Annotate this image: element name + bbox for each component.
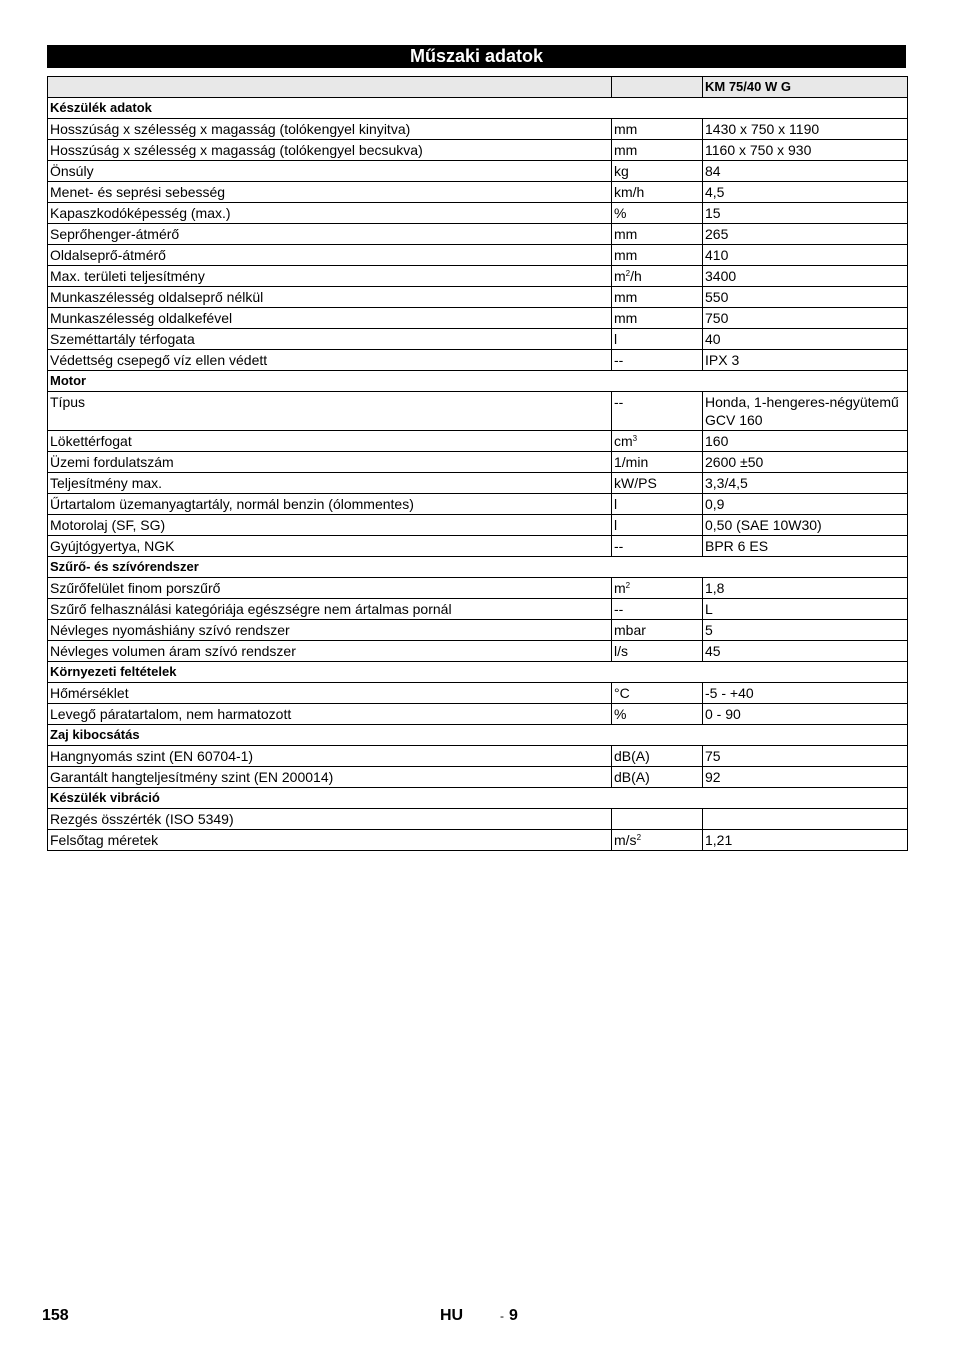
row-unit — [612, 431, 703, 452]
value-line: 1430 x 750 x 1190 — [705, 121, 820, 137]
row-unit — [612, 287, 703, 308]
row-label: Menet- és seprési sebesség — [48, 182, 612, 203]
unit-superscript: 2 — [625, 581, 631, 590]
row-unit — [612, 245, 703, 266]
value-line-2: GCV 160 — [705, 412, 763, 428]
unit-text: 1/min — [614, 454, 649, 470]
table-row — [48, 308, 908, 329]
table-row — [48, 224, 908, 245]
row-value — [703, 161, 908, 182]
header-unit-cell — [612, 77, 703, 98]
value-line: BPR 6 ES — [705, 538, 769, 554]
value-line: 1,21 — [705, 832, 733, 848]
row-value — [703, 704, 908, 725]
value-line: 410 — [705, 247, 729, 263]
unit-text: m/s — [614, 832, 637, 848]
row-value — [703, 620, 908, 641]
section-title: Készülék vibráció — [48, 788, 908, 809]
row-value — [703, 392, 908, 431]
table-row — [48, 266, 908, 287]
section-row — [48, 788, 908, 809]
row-label: Hangnyomás szint (EN 60704-1) — [48, 746, 612, 767]
row-value — [703, 494, 908, 515]
unit-text: % — [614, 205, 627, 221]
value-line: 1160 x 750 x 930 — [705, 142, 812, 158]
row-value — [703, 599, 908, 620]
unit-text: -- — [614, 394, 624, 410]
row-value — [703, 266, 908, 287]
row-unit — [612, 203, 703, 224]
unit-text: m — [614, 268, 626, 284]
unit-superscript: 3 — [632, 434, 638, 443]
row-value — [703, 809, 908, 830]
row-value — [703, 203, 908, 224]
row-unit — [612, 350, 703, 371]
unit-text: mm — [614, 142, 638, 158]
row-label: Névleges volumen áram szívó rendszer — [48, 641, 612, 662]
row-unit — [612, 452, 703, 473]
row-unit — [612, 329, 703, 350]
table-row — [48, 599, 908, 620]
unit-text: mm — [614, 289, 638, 305]
row-label: Névleges nyomáshiány szívó rendszer — [48, 620, 612, 641]
row-unit — [612, 473, 703, 494]
unit-text: -- — [614, 601, 624, 617]
table-row — [48, 287, 908, 308]
row-label: Garantált hangteljesítmény szint (EN 200014) — [48, 767, 612, 788]
value-line: 15 — [705, 205, 721, 221]
value-line: 550 — [705, 289, 729, 305]
row-label: Motorolaj (SF, SG) — [48, 515, 612, 536]
row-label: Szűrőfelület finom porszűrő — [48, 578, 612, 599]
unit-text: l — [614, 331, 618, 347]
table-row — [48, 431, 908, 452]
row-label: Önsúly — [48, 161, 612, 182]
table-header-row — [48, 77, 908, 98]
row-label: Hosszúság x szélesség x magasság (tolókengyel kinyitva) — [48, 119, 612, 140]
table-row — [48, 245, 908, 266]
row-unit — [612, 767, 703, 788]
value-line: 750 — [705, 310, 729, 326]
unit-text: cm — [614, 433, 633, 449]
row-unit — [612, 809, 703, 830]
table-row — [48, 830, 908, 851]
row-value — [703, 350, 908, 371]
row-label: Típus — [48, 392, 612, 431]
value-line: 0,50 (SAE 10W30) — [705, 517, 822, 533]
row-label: Kapaszkodóképesség (max.) — [48, 203, 612, 224]
section-row — [48, 725, 908, 746]
row-value — [703, 746, 908, 767]
value-line: 40 — [705, 331, 721, 347]
unit-text: mbar — [614, 622, 646, 638]
row-unit — [612, 746, 703, 767]
section-row — [48, 557, 908, 578]
value-line: L — [705, 601, 713, 617]
row-value — [703, 515, 908, 536]
row-value — [703, 224, 908, 245]
row-label: Munkaszélesség oldalseprő nélkül — [48, 287, 612, 308]
row-label: Üzemi fordulatszám — [48, 452, 612, 473]
unit-suffix: /h — [630, 268, 642, 284]
value-line: 3400 — [705, 268, 737, 284]
table-row — [48, 119, 908, 140]
row-unit — [612, 308, 703, 329]
page-title: Műszaki adatok — [47, 45, 906, 68]
unit-text: kg — [614, 163, 629, 179]
unit-text: l — [614, 496, 618, 512]
row-unit — [612, 182, 703, 203]
table-row — [48, 494, 908, 515]
table-row — [48, 392, 908, 431]
unit-text: l/s — [614, 643, 628, 659]
value-line: 75 — [705, 748, 721, 764]
table-row — [48, 140, 908, 161]
value-line: 84 — [705, 163, 721, 179]
row-value — [703, 182, 908, 203]
row-unit — [612, 140, 703, 161]
row-unit — [612, 161, 703, 182]
row-label: Hosszúság x szélesség x magasság (tolókengyel becsukva) — [48, 140, 612, 161]
row-label: Felsőtag méretek — [48, 830, 612, 851]
unit-text: l — [614, 517, 618, 533]
table-row — [48, 452, 908, 473]
row-value — [703, 119, 908, 140]
section-title: Motor — [48, 371, 908, 392]
row-unit — [612, 641, 703, 662]
row-label: Gyújtógyertya, NGK — [48, 536, 612, 557]
header-label-cell — [48, 77, 612, 98]
row-unit — [612, 515, 703, 536]
row-label: Seprőhenger-átmérő — [48, 224, 612, 245]
footer-dash: - — [500, 1309, 504, 1323]
row-unit — [612, 494, 703, 515]
unit-text: km/h — [614, 184, 645, 200]
table-row — [48, 350, 908, 371]
row-unit — [612, 536, 703, 557]
row-label: Szűrő felhasználási kategóriája egészségre nem ártalmas pornál — [48, 599, 612, 620]
row-value — [703, 683, 908, 704]
footer-page-number: 158 — [42, 1307, 69, 1324]
row-label: Oldalseprő-átmérő — [48, 245, 612, 266]
row-value — [703, 431, 908, 452]
row-label: Védettség csepegő víz ellen védett — [48, 350, 612, 371]
value-line: Honda, 1-hengeres-négyütemű — [705, 394, 899, 410]
value-line: 4,5 — [705, 184, 725, 200]
value-line: -5 - +40 — [705, 685, 754, 701]
unit-text: m — [614, 580, 626, 596]
table-row — [48, 767, 908, 788]
header-model-cell: KM 75/40 W G — [703, 77, 908, 98]
value-line: IPX 3 — [705, 352, 740, 368]
value-line: 0 - 90 — [705, 706, 741, 722]
row-label: Szeméttartály térfogata — [48, 329, 612, 350]
unit-text: °C — [614, 685, 630, 701]
table-row — [48, 203, 908, 224]
row-value — [703, 473, 908, 494]
value-line: 45 — [705, 643, 721, 659]
section-row — [48, 371, 908, 392]
row-value — [703, 329, 908, 350]
value-line: 160 — [705, 433, 729, 449]
table-row — [48, 329, 908, 350]
row-label: Lökettérfogat — [48, 431, 612, 452]
table-row — [48, 182, 908, 203]
unit-text: mm — [614, 121, 638, 137]
table-row — [48, 809, 908, 830]
row-unit — [612, 704, 703, 725]
row-label: Teljesítmény max. — [48, 473, 612, 494]
unit-superscript: 2 — [636, 833, 642, 842]
value-line: 5 — [705, 622, 713, 638]
row-label: Hőmérséklet — [48, 683, 612, 704]
table-row — [48, 473, 908, 494]
section-title: Készülék adatok — [48, 98, 908, 119]
unit-text: % — [614, 706, 627, 722]
row-unit — [612, 266, 703, 287]
row-label: Munkaszélesség oldalkefével — [48, 308, 612, 329]
unit-superscript: 2 — [625, 269, 631, 278]
section-title: Zaj kibocsátás — [48, 725, 908, 746]
footer-language: HU — [440, 1307, 464, 1324]
row-value — [703, 308, 908, 329]
section-title: Szűrő- és szívórendszer — [48, 557, 908, 578]
row-value — [703, 536, 908, 557]
row-value — [703, 287, 908, 308]
unit-text: kW/PS — [614, 475, 657, 491]
value-line: 92 — [705, 769, 721, 785]
row-unit — [612, 224, 703, 245]
row-label: Levegő páratartalom, nem harmatozott — [48, 704, 612, 725]
unit-text: mm — [614, 226, 638, 242]
table-row — [48, 704, 908, 725]
unit-text: dB(A) — [614, 769, 650, 785]
footer-section-number: 9 — [509, 1307, 518, 1324]
value-line: 265 — [705, 226, 729, 242]
table-row — [48, 641, 908, 662]
row-unit — [612, 392, 703, 431]
unit-text: mm — [614, 310, 638, 326]
row-value — [703, 245, 908, 266]
table-row — [48, 536, 908, 557]
value-line: 2600 ±50 — [705, 454, 764, 470]
row-value — [703, 452, 908, 473]
row-label: Rezgés összérték (ISO 5349) — [48, 809, 612, 830]
table-row — [48, 683, 908, 704]
table-row — [48, 515, 908, 536]
row-value — [703, 140, 908, 161]
table-row — [48, 746, 908, 767]
value-line: 0,9 — [705, 496, 725, 512]
row-label: Max. területi teljesítmény — [48, 266, 612, 287]
value-line: 1,8 — [705, 580, 725, 596]
section-row — [48, 98, 908, 119]
row-value — [703, 641, 908, 662]
unit-text: -- — [614, 352, 624, 368]
table-row — [48, 161, 908, 182]
row-value — [703, 767, 908, 788]
row-unit — [612, 620, 703, 641]
section-title: Környezeti feltételek — [48, 662, 908, 683]
row-unit — [612, 578, 703, 599]
row-unit — [612, 683, 703, 704]
spec-table — [47, 76, 908, 851]
unit-text: dB(A) — [614, 748, 650, 764]
row-value — [703, 578, 908, 599]
unit-text: -- — [614, 538, 624, 554]
value-line: 3,3/4,5 — [705, 475, 748, 491]
table-row — [48, 578, 908, 599]
unit-text: mm — [614, 247, 638, 263]
table-row — [48, 620, 908, 641]
row-unit — [612, 119, 703, 140]
row-label: Űrtartalom üzemanyagtartály, normál benzin (ólommentes) — [48, 494, 612, 515]
row-unit — [612, 830, 703, 851]
row-value — [703, 830, 908, 851]
spec-table-body — [48, 77, 908, 851]
section-row — [48, 662, 908, 683]
row-unit — [612, 599, 703, 620]
